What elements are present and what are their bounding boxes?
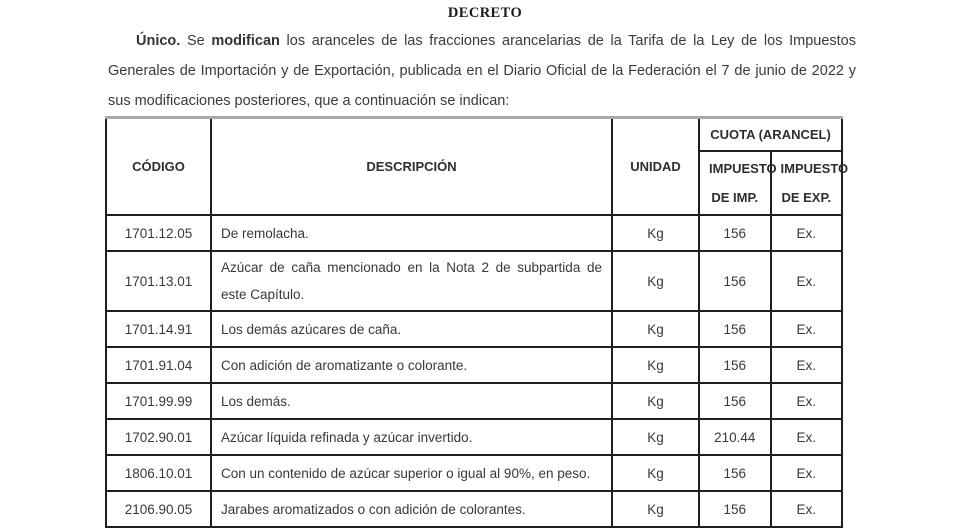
cell-descripcion: Los demás. [211,383,612,419]
cell-impuesto-imp: 156 [699,383,771,419]
tariff-table-header [106,118,849,216]
decree-document-page [0,5,970,517]
cell-unidad: Kg [612,311,699,347]
cell-unidad: Kg [612,347,699,383]
cell-descripcion: Azúcar de caña mencionado en la Nota 2 de subpartida de este Capítulo. [211,251,612,311]
cell-impuesto-exp: Ex. [771,455,843,491]
cell-impuesto-imp: 156 [699,347,771,383]
cell-descripcion: Con un contenido de azúcar superior o igual al 90%, en peso. [211,455,612,491]
header-codigo: CÓDIGO [106,118,211,216]
header-unidad: UNIDAD [612,118,699,216]
cell-codigo: 1701.91.04 [106,347,211,383]
cell-unidad: Kg [612,383,699,419]
table-row [106,215,842,251]
cell-descripcion: De remolacha. [211,215,612,251]
cell-impuesto-exp: Ex. [771,383,843,419]
cell-impuesto-imp: 156 [699,215,771,251]
header-row-group [106,118,842,152]
header-impuesto-exp: IMPUESTO DE EXP. [771,151,843,215]
header-impuesto-imp: IMPUESTO DE IMP. [699,151,771,215]
cell-descripcion: Azúcar líquida refinada y azúcar invertido. [211,419,612,455]
cell-codigo: 1806.10.01 [106,455,211,491]
tariff-table [105,116,849,528]
cell-unidad: Kg [612,215,699,251]
cell-codigo: 1701.14.91 [106,311,211,347]
cell-impuesto-imp: 210.44 [699,419,771,455]
tariff-table-body [106,215,842,527]
paragraph-mid-text: Se [180,33,212,49]
decree-paragraph [108,26,856,116]
paragraph-mid-bold: modifican [211,33,280,49]
paragraph-lead-bold: Único. [136,33,181,49]
cell-impuesto-imp: 156 [699,311,771,347]
table-row [106,251,842,311]
cell-codigo: 1701.12.05 [106,215,211,251]
cell-descripcion: Jarabes aromatizados o con adición de colorantes. [211,491,612,527]
table-row [106,383,842,419]
cell-unidad: Kg [612,419,699,455]
paragraph-body-text: los aranceles de las fracciones arancelarias de la Tarifa de la Ley de los Impuestos Generales de Importación y de Exportación, publicada en el Diario Oficial de la Federación el 7 de junio de 2022 y sus modificaciones posteriores, que a continuación se indican: [108,33,856,109]
table-row [106,347,842,383]
cell-codigo: 1702.90.01 [106,419,211,455]
cell-descripcion: Los demás azúcares de caña. [211,311,612,347]
table-row [106,491,842,527]
cell-impuesto-imp: 156 [699,251,771,311]
cell-impuesto-exp: Ex. [771,347,843,383]
cell-impuesto-imp: 156 [699,455,771,491]
document-title: DECRETO [447,5,523,21]
cell-impuesto-exp: Ex. [771,491,843,527]
cell-unidad: Kg [612,491,699,527]
cell-impuesto-exp: Ex. [771,215,843,251]
cell-codigo: 1701.99.99 [106,383,211,419]
cell-impuesto-exp: Ex. [771,419,843,455]
table-row [106,311,842,347]
table-row [106,419,842,455]
table-row [106,455,842,491]
cell-impuesto-exp: Ex. [771,311,843,347]
cell-impuesto-imp: 156 [699,491,771,527]
header-cuota-arancel: CUOTA (ARANCEL) [699,118,842,152]
cell-codigo: 2106.90.05 [106,491,211,527]
header-descripcion: DESCRIPCIÓN [211,118,612,216]
cell-unidad: Kg [612,455,699,491]
cell-descripcion: Con adición de aromatizante o colorante. [211,347,612,383]
cell-unidad: Kg [612,251,699,311]
cell-codigo: 1701.13.01 [106,251,211,311]
cell-impuesto-exp: Ex. [771,251,843,311]
